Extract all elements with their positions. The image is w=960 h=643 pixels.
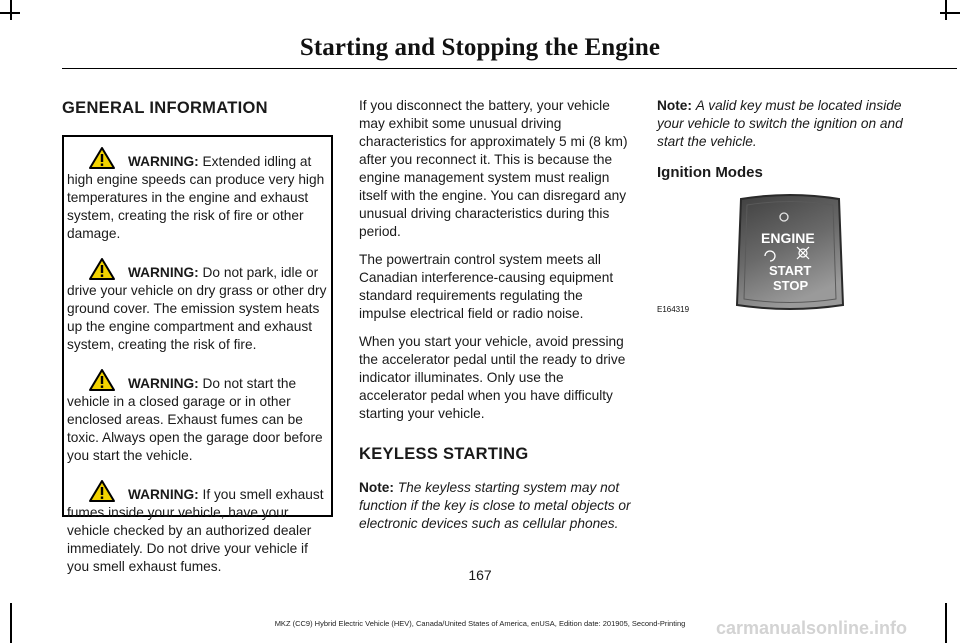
watermark: carmanualsonline.info [716, 618, 908, 638]
section-heading-general-information: GENERAL INFORMATION [62, 99, 268, 117]
page-number: 167 [468, 567, 492, 583]
warning-item [67, 479, 327, 576]
note-valid-key [657, 97, 919, 151]
warning-label: WARNING: [128, 154, 199, 169]
note-label: Note: [657, 98, 692, 113]
footer-text: MKZ (CC9) Hybrid Electric Vehicle (HEV), Canada/United States of America, enUSA, Edition date: 201905, Second-Printing [274, 619, 686, 628]
warning-label: WARNING: [128, 376, 199, 391]
fan-off-icon [797, 247, 809, 259]
warning-box [62, 135, 333, 574]
engine-start-stop-button-image [735, 193, 845, 311]
warning-text: Do not park, idle or drive your vehicle on dry grass or other dry ground cover. The emission system heats up the engine compartment and exhaust system, creating the risk of fire. [67, 265, 327, 352]
header-rule [62, 68, 957, 69]
button-label-engine: ENGINE [761, 230, 815, 246]
note-label: Note: [359, 480, 394, 495]
warning-text: If you smell exhaust fumes inside your vehicle, have your vehicle checked by an authorized dealer immediately. Do not drive your vehicle if you smell exhaust fumes. [67, 487, 324, 574]
warning-label: WARNING: [128, 487, 199, 502]
button-label-stop: STOP [773, 278, 809, 293]
note-text: The keyless starting system may not function if the key is close to metal objects or electronic devices such as cellular phones. [359, 480, 631, 531]
warning-item [67, 257, 327, 354]
warning-item [67, 368, 327, 465]
button-label-start: START [769, 263, 812, 278]
paragraph-start: When you start your vehicle, avoid pressing the accelerator pedal until the ready to drive indicator illuminates. Only use the accelerator pedal when you have difficulty starting your vehicle. [359, 334, 626, 421]
warning-text: Do not start the vehicle in a closed garage or in other enclosed areas. Exhaust fumes can be toxic. Always open the garage door before you start the vehicle. [67, 376, 323, 463]
crop-mark [945, 0, 947, 20]
note-text: A valid key must be located inside your vehicle to switch the ignition on and start the vehicle. [657, 98, 903, 149]
paragraph-battery: If you disconnect the battery, your vehicle may exhibit some unusual driving characteristics for approximately 5 mi (8 km) after you reconnect it. This is because the engine management system must realign itself with the engine. You can disregard any unusual driving characteristics during this period. [359, 98, 628, 239]
figure-code: E164319 [657, 305, 690, 314]
note-keyless [359, 479, 631, 533]
middle-column [359, 97, 631, 533]
right-column [657, 97, 919, 183]
crop-mark [0, 12, 20, 14]
crop-mark [940, 12, 960, 14]
warning-label: WARNING: [128, 265, 199, 280]
chapter-title: Starting and Stopping the Engine [299, 34, 661, 61]
crop-mark [10, 0, 12, 20]
section-heading-keyless-starting: KEYLESS STARTING [359, 445, 529, 463]
warning-triangle-icon [87, 368, 124, 392]
engine-start-stop-button-figure [735, 193, 845, 316]
warning-triangle-icon [87, 479, 124, 503]
subheading-ignition-modes: Ignition Modes [657, 164, 763, 181]
paragraph-powertrain: The powertrain control system meets all Canadian interference-causing equipment standard requirements regulating the impulse electrical field or radio noise. [359, 252, 614, 321]
warning-triangle-icon [87, 146, 124, 170]
warning-triangle-icon [87, 257, 124, 281]
left-column [62, 98, 334, 118]
warning-item [67, 146, 327, 243]
warning-text: Extended idling at high engine speeds can produce very high temperatures in the engine and exhaust system, creating the risk of fire or other damage. [67, 154, 325, 241]
